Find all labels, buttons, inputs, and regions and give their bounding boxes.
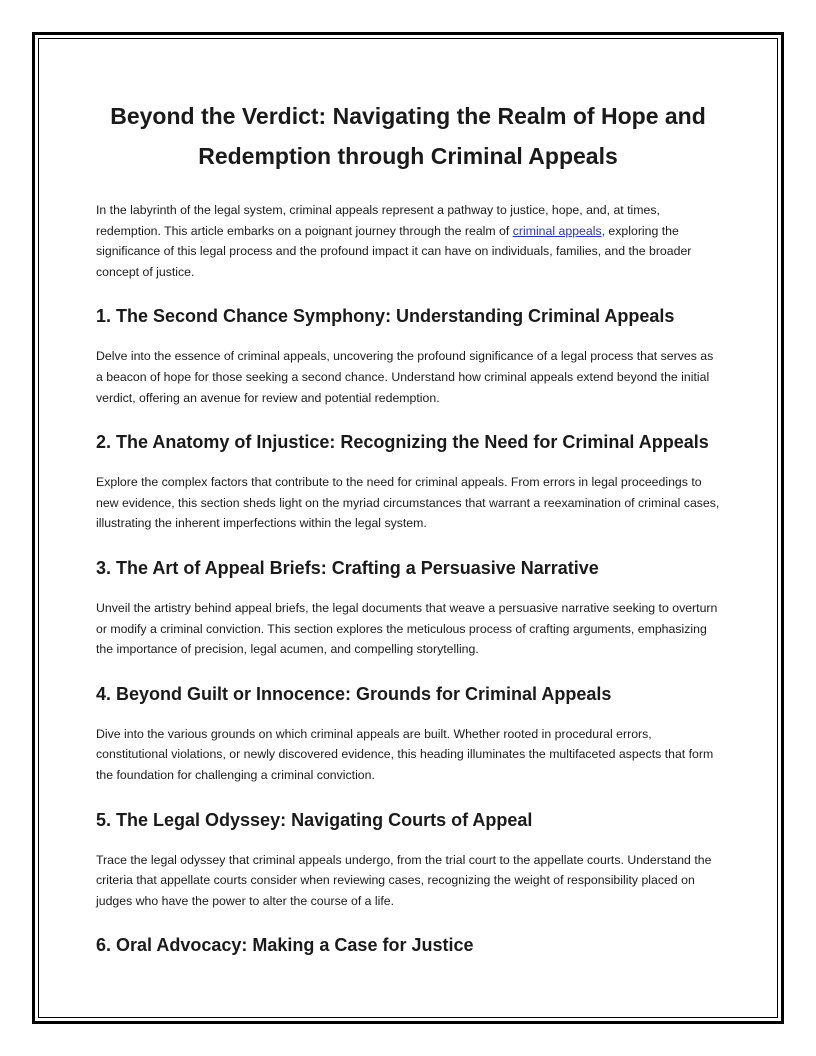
section-heading-5: 5. The Legal Odyssey: Navigating Courts of Appeal (96, 809, 533, 830)
section-body-3: Unveil the artistry behind appeal briefs, the legal documents that weave a persuasive narrative seeking to overturn or modify a criminal conviction. This section explores the meticulous process of crafting arguments, emphasizing the importance of precision, legal acumen, and compelling storytelling. (96, 600, 718, 657)
document-body (96, 96, 720, 975)
section-body-1: Delve into the essence of criminal appeals, uncovering the profound significance of a legal process that serves as a beacon of hope for those seeking a second chance. Understand how criminal appeals extend beyond the initial verdict, offering an avenue for review and potential redemption. (96, 349, 714, 405)
section-heading-6: 6. Oral Advocacy: Making a Case for Justice (96, 935, 474, 956)
section-heading-4: 4. Beyond Guilt or Innocence: Grounds for Criminal Appeals (96, 683, 612, 704)
section-body-2: Explore the complex factors that contribute to the need for criminal appeals. From errors in legal proceedings to new evidence, this section sheds light on the myriad circumstances that warrant a reexamination of criminal cases, illustrating the inherent imperfections within the legal system. (96, 475, 720, 531)
section-body-4: Dive into the various grounds on which criminal appeals are built. Whether rooted in procedural errors, constitutional violations, or newly discovered evidence, this heading illuminates the multifaceted aspects that form the foundation for challenging a criminal conviction. (96, 726, 714, 782)
section-heading-2: 2. The Anatomy of Injustice: Recognizing the Need for Criminal Appeals (96, 432, 709, 453)
section-body-5: Trace the legal odyssey that criminal appeals undergo, from the trial court to the appellate courts. Understand the criteria that appellate courts consider when reviewing cases, recognizing the weight of responsibility placed on judges who have the power to alter the course of a life. (96, 852, 712, 908)
intro-paragraph (96, 200, 720, 282)
section-heading-3: 3. The Art of Appeal Briefs: Crafting a Persuasive Narrative (96, 557, 599, 578)
criminal-appeals-link[interactable]: criminal appeals (512, 223, 602, 238)
document-title: Beyond the Verdict: Navigating the Realm of Hope and Redemption through Criminal Appeals (110, 103, 706, 169)
intro-text-before-link: In the labyrinth of the legal system, criminal appeals represent a pathway to justice, hope, and, at times, redemption. This article embarks on a poignant journey through the realm of (96, 203, 660, 238)
intro-text-after-link: , exploring the significance of this legal process and the profound impact it can have on individuals, families, and the broader concept of justice. (96, 223, 692, 279)
section-heading-1: 1. The Second Chance Symphony: Understanding Criminal Appeals (96, 306, 675, 327)
